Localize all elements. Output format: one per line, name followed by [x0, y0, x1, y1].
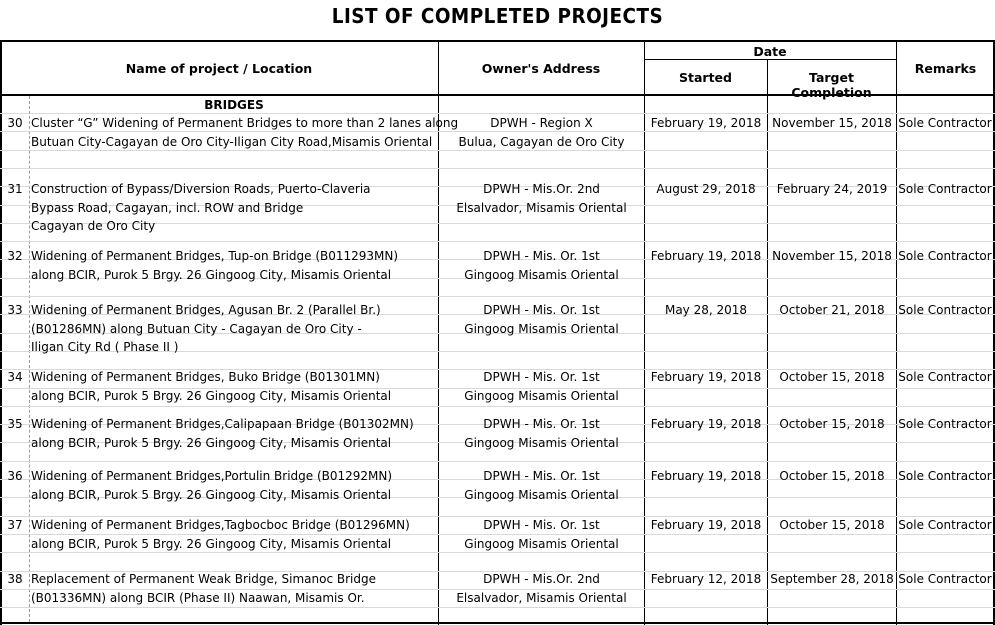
owner-address-line: Gingoog Misamis Oriental — [464, 267, 619, 282]
owner-address-line: Bulua, Cagayan de Oro City — [458, 134, 625, 149]
date-divider — [645, 59, 896, 60]
row-number: 30 — [7, 116, 23, 130]
owner-address-line: Elsalvador, Misamis Oriental — [456, 200, 627, 215]
owner-address-line: DPWH - Mis. Or. 1st — [483, 469, 600, 483]
started-date: February 12, 2018 — [650, 572, 762, 586]
started-date: February 19, 2018 — [650, 370, 762, 384]
header-started: Started — [679, 70, 732, 85]
gridline — [0, 406, 995, 407]
gridline — [0, 168, 995, 169]
table-bottom-border — [0, 622, 995, 624]
target-completion-date: November 15, 2018 — [772, 249, 892, 263]
row-number: 32 — [7, 249, 23, 263]
target-completion-date: October 21, 2018 — [779, 303, 885, 317]
gridline — [0, 461, 995, 462]
project-name-line: along BCIR, Purok 5 Brgy. 26 Gingoog City, Misamis Oriental — [31, 267, 392, 282]
header-name: Name of project / Location — [125, 61, 313, 76]
project-name-line: Butuan City-Cagayan de Oro City-Iligan City Road,Misamis Oriental — [31, 134, 433, 149]
gridline — [0, 296, 995, 297]
project-name-line: along BCIR, Purok 5 Brgy. 26 Gingoog City, Misamis Oriental — [31, 487, 392, 502]
col-divider-target — [767, 60, 768, 625]
remarks-cell: Sole Contractor — [898, 182, 992, 196]
project-name-line: along BCIR, Purok 5 Brgy. 26 Gingoog City, Misamis Oriental — [31, 388, 392, 403]
owner-address-line: DPWH - Mis. Or. 1st — [483, 518, 600, 532]
target-completion-date: October 15, 2018 — [779, 469, 885, 483]
project-name-line: Cluster “G” Widening of Permanent Bridges to more than 2 lanes along — [31, 116, 459, 130]
owner-address-line: Gingoog Misamis Oriental — [464, 388, 619, 403]
started-date: February 19, 2018 — [650, 417, 762, 431]
project-name-line: Iligan City Rd ( Phase II ) — [31, 340, 179, 354]
owner-address-line: DPWH - Mis. Or. 1st — [483, 303, 600, 317]
row-number: 33 — [7, 303, 23, 317]
project-name-line: (B01336MN) along BCIR (Phase II) Naawan, Misamis Or. — [31, 590, 365, 605]
target-completion-date: February 24, 2019 — [776, 182, 888, 196]
project-name-line: Widening of Permanent Bridges, Agusan Br. 2 (Parallel Br.) — [31, 303, 381, 317]
remarks-cell: Sole Contractor — [898, 572, 992, 586]
project-name-line: Widening of Permanent Bridges,Tagbocboc Bridge (B01296MN) — [31, 518, 410, 532]
owner-address-line: DPWH - Mis.Or. 2nd — [483, 182, 600, 196]
project-name-line: along BCIR, Purok 5 Brgy. 26 Gingoog City, Misamis Oriental — [31, 435, 392, 450]
owner-address-line: DPWH - Region X — [490, 116, 593, 130]
target-completion-date: October 15, 2018 — [779, 518, 885, 532]
project-name-line: Widening of Permanent Bridges, Tup-on Bridge (B011293MN) — [31, 249, 399, 263]
started-date: February 19, 2018 — [650, 518, 762, 532]
remarks-cell: Sole Contractor — [898, 370, 992, 384]
header-remarks: Remarks — [914, 61, 977, 76]
owner-address-line: Elsalvador, Misamis Oriental — [456, 590, 627, 605]
owner-address-line: Gingoog Misamis Oriental — [464, 536, 619, 551]
header-owner: Owner's Address — [481, 61, 601, 76]
project-name-line: along BCIR, Purok 5 Brgy. 26 Gingoog City, Misamis Oriental — [31, 536, 392, 551]
row-number: 38 — [7, 572, 23, 586]
row-number: 34 — [7, 370, 23, 384]
row-number: 31 — [7, 182, 23, 196]
owner-address-line: DPWH - Mis. Or. 1st — [483, 249, 600, 263]
owner-address-line: DPWH - Mis. Or. 1st — [483, 370, 600, 384]
project-name-line: Cagayan de Oro City — [31, 219, 156, 233]
target-completion-date: October 15, 2018 — [779, 370, 885, 384]
header-top-border — [0, 40, 995, 42]
started-date: February 19, 2018 — [650, 249, 762, 263]
remarks-cell: Sole Contractor — [898, 303, 992, 317]
started-date: May 28, 2018 — [664, 303, 748, 317]
remarks-cell: Sole Contractor — [898, 518, 992, 532]
project-name-line: Widening of Permanent Bridges,Calipapaan Bridge (B01302MN) — [31, 417, 414, 431]
gridline — [0, 607, 995, 608]
remarks-cell: Sole Contractor — [898, 469, 992, 483]
section-label: BRIDGES — [204, 98, 264, 112]
owner-address-line: DPWH - Mis.Or. 2nd — [483, 572, 600, 586]
project-name-line: Bypass Road, Cagayan, incl. ROW and Bridge — [31, 200, 304, 215]
started-date: February 19, 2018 — [650, 469, 762, 483]
target-completion-date: October 15, 2018 — [779, 417, 885, 431]
row-number: 36 — [7, 469, 23, 483]
row-number: 37 — [7, 518, 23, 532]
owner-address-line: Gingoog Misamis Oriental — [464, 321, 619, 336]
project-name-line: (B01286MN) along Butuan City - Cagayan de Oro City - — [31, 321, 362, 336]
started-date: August 29, 2018 — [656, 182, 756, 196]
project-name-line: Construction of Bypass/Diversion Roads, Puerto-Claveria — [31, 182, 371, 196]
started-date: February 19, 2018 — [650, 116, 762, 130]
project-name-line: Widening of Permanent Bridges,Portulin Bridge (B01292MN) — [31, 469, 393, 483]
project-name-line: Widening of Permanent Bridges, Buko Bridge (B01301MN) — [31, 370, 380, 384]
header-target: Target Completion — [791, 70, 872, 100]
page-title: LIST OF COMPLETED PROJECTS — [331, 4, 664, 28]
header-date: Date — [753, 44, 787, 59]
remarks-cell: Sole Contractor — [898, 417, 992, 431]
remarks-cell: Sole Contractor — [898, 249, 992, 263]
project-name-line: Replacement of Permanent Weak Bridge, Simanoc Bridge — [31, 572, 376, 586]
row-number: 35 — [7, 417, 23, 431]
target-completion-date: November 15, 2018 — [772, 116, 892, 130]
col-divider-number — [29, 96, 30, 622]
owner-address-line: Gingoog Misamis Oriental — [464, 435, 619, 450]
owner-address-line: Gingoog Misamis Oriental — [464, 487, 619, 502]
owner-address-line: DPWH - Mis. Or. 1st — [483, 417, 600, 431]
gridline — [0, 241, 995, 242]
target-completion-date: September 28, 2018 — [770, 572, 894, 586]
remarks-cell: Sole Contractor — [898, 116, 992, 130]
